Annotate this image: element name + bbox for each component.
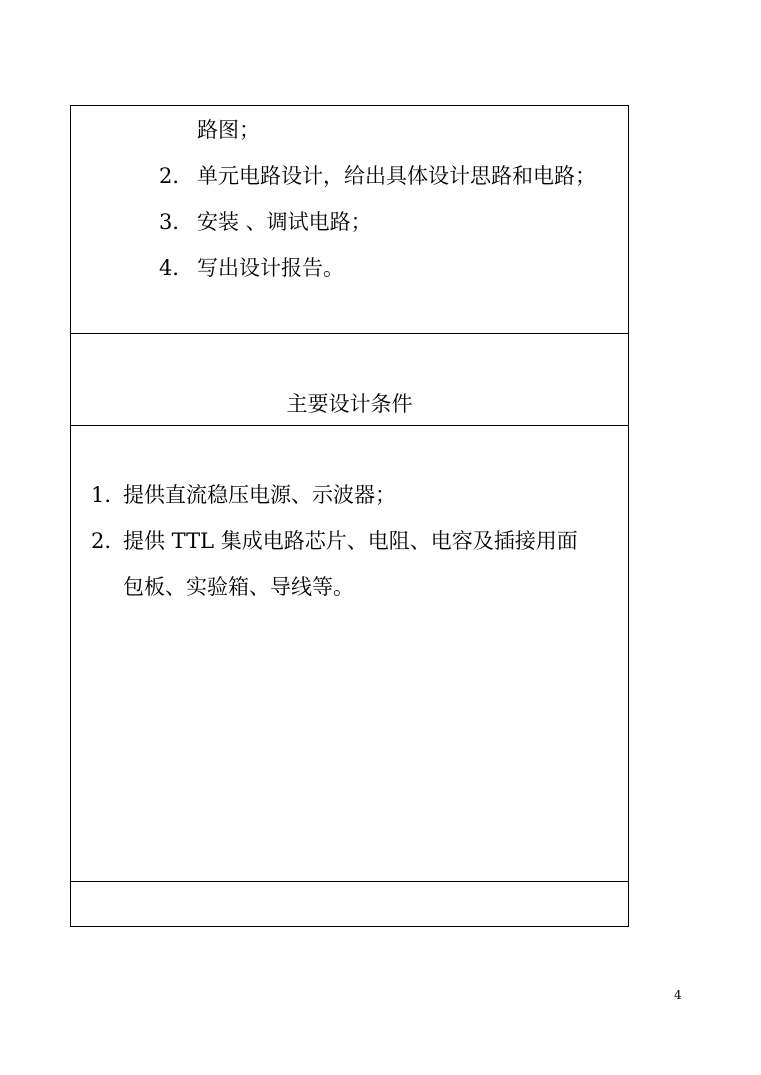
condition-2-text: 提供 TTL 集成电路芯片、电阻、电容及插接用面 xyxy=(123,529,578,553)
step-3 xyxy=(159,210,372,234)
divider-2 xyxy=(71,425,628,426)
form-table xyxy=(70,105,629,927)
divider-3 xyxy=(71,881,628,882)
section-title: 主要设计条件 xyxy=(286,392,413,416)
condition-2 xyxy=(91,529,578,553)
condition-2-continuation: 包板、实验箱、导线等。 xyxy=(123,575,354,599)
condition-2-number: 2. xyxy=(91,529,112,553)
step-4-number: 4． xyxy=(159,256,194,280)
step-1-continuation: 路图； xyxy=(197,118,260,142)
divider-1 xyxy=(71,333,628,334)
step-2-number: 2． xyxy=(159,164,194,188)
step-3-number: 3． xyxy=(159,210,194,234)
condition-1-number: 1. xyxy=(91,483,112,507)
condition-1 xyxy=(91,483,396,507)
step-2-text: 单元电路设计，给出具体设计思路和电路； xyxy=(197,164,596,188)
step-4 xyxy=(159,256,344,280)
condition-1-text: 提供直流稳压电源、示波器； xyxy=(123,483,396,507)
page-number: 4 xyxy=(674,988,682,1002)
step-2 xyxy=(159,164,596,188)
step-4-text: 写出设计报告。 xyxy=(197,256,344,280)
step-3-text: 安装 、调试电路； xyxy=(197,210,372,234)
